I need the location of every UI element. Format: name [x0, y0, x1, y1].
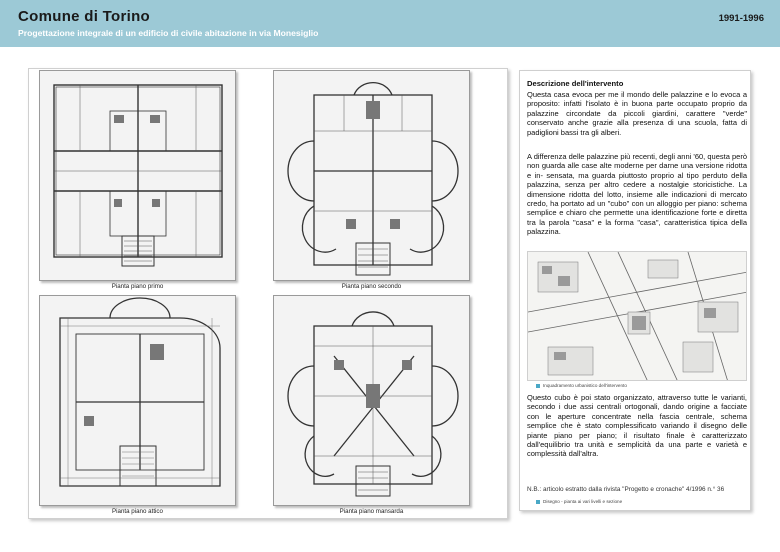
- page-subtitle: Progettazione integrale di un edificio di civile abitazione in via Monesiglio: [18, 28, 319, 38]
- floor-plan-primo[interactable]: [39, 70, 236, 281]
- years-label: 1991-1996: [718, 13, 764, 24]
- drawing-legend: [536, 499, 622, 504]
- header-bar: [0, 0, 780, 47]
- description-panel: [519, 70, 751, 511]
- floor-plan-secondo[interactable]: [273, 70, 470, 281]
- floor-plan-primo-drawing: [40, 71, 237, 282]
- caption-mansarda: Pianta piano mansarda: [339, 508, 404, 515]
- floor-plan-attico[interactable]: [39, 295, 236, 506]
- floor-plan-secondo-drawing: [274, 71, 471, 282]
- map-legend-label: Inquadramento urbanistico dell'intervento: [543, 383, 627, 388]
- floor-plan-attico-drawing: [40, 296, 237, 507]
- caption-primo: Pianta piano primo: [111, 283, 164, 290]
- floor-plan-mansarda-drawing: [274, 296, 471, 507]
- legend-swatch-2: [536, 500, 540, 504]
- floor-plan-mansarda[interactable]: [273, 295, 470, 506]
- drawing-legend-label: Disegno - pianta ai vari livelli e sezione: [543, 499, 623, 504]
- description-title: Descrizione dell'intervento: [527, 79, 624, 88]
- urban-context-map-drawing: [528, 252, 747, 381]
- description-paragraph-1: Questa casa evoca per me il mondo delle palazzine e lo evoca a proposito: infatti l'isolato è in buona parte occupato proprio da palazzine circondate da piccoli giardini, carattere "verde" conservato anche grazie alla presenza di una scuola, fatta di padiglioni bassi tra gli alberi.: [527, 90, 747, 137]
- page-title: Comune di Torino: [18, 8, 151, 25]
- source-note: N.B.: articolo estratto dalla rivista "Progetto e cronache" 4/1996 n.° 36: [527, 486, 725, 493]
- caption-secondo: Pianta piano secondo: [341, 283, 402, 290]
- caption-attico: Pianta piano attico: [112, 508, 163, 515]
- description-paragraph-2: A differenza delle palazzine più recenti, degli anni '60, questa però non guarda alle case alte moderne per darne una versione ridotta e in- sensata, ma guarda piuttosto proprio al tipo perduto della palazzina, senza per altro cedere a nostalgie storicistiche. La dimensione ridotta del lotto, insieme alle indicazioni di mercato credo, ha portato ad un "cubo" con un alloggio per piano: schema semplice e chiaro che permette una identificazione forte e diretta tra la parola "casa" e la forma "casa", caratteristica tipica della palazzina.: [527, 152, 747, 237]
- urban-context-map[interactable]: [527, 251, 747, 381]
- legend-swatch: [536, 384, 540, 388]
- map-legend: [536, 383, 627, 388]
- description-paragraph-3: Questo cubo è poi stato organizzato, attraverso tutte le varianti, secondo i due assi centrali ortogonali, dando origine a facciate con le aperture concentrate nella fascia centrale, schema semplice che è stato complessificato variando il disegno delle piante piano per piano; il risultato finale è caratterizzato dall'equilibrio tra unità e semplicità da una parte e varietà e complessità dall'altra.: [527, 393, 747, 459]
